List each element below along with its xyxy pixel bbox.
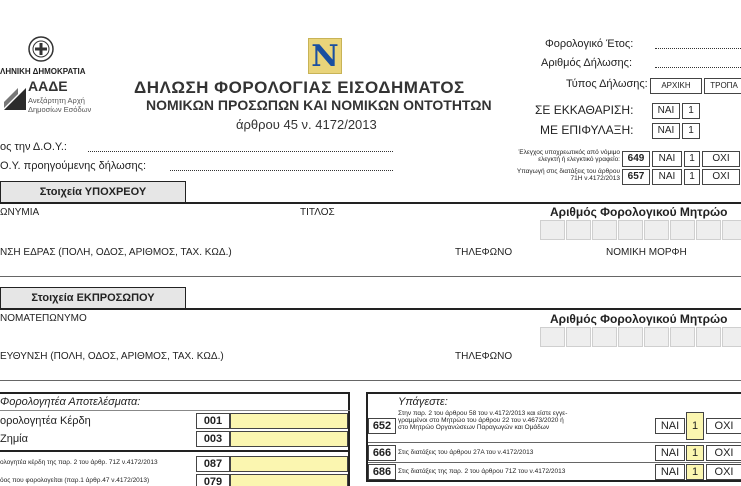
audit2-yes[interactable]: ΝΑΙ bbox=[652, 169, 682, 185]
subject-row-code: 666 bbox=[368, 445, 396, 461]
audit-note1b: ελεγκτή ή ελεγκτικό γραφείο: bbox=[538, 156, 620, 163]
subject-686-one: 1 bbox=[686, 464, 704, 480]
audit1-no[interactable]: ΟΧΙ bbox=[702, 151, 740, 167]
subject-row-text: Στην παρ. 2 του άρθρου 58 του ν.4172/2013 και είστε εγγε- bbox=[398, 410, 568, 417]
result-row-label: ορολογητέα Κέρδη bbox=[0, 415, 91, 427]
doy-label: ος την Δ.Ο.Υ.: bbox=[0, 141, 67, 153]
obligor-legal-form-label: ΝΟΜΙΚΗ ΜΟΡΦΗ bbox=[606, 247, 687, 258]
aade-logo-icon bbox=[4, 80, 26, 110]
loss-input[interactable] bbox=[230, 431, 348, 447]
obligor-name-label: ΩΝΥΜΙΑ bbox=[0, 207, 40, 218]
aade-name: ΑΑΔΕ bbox=[28, 78, 68, 94]
result-row-code: 003 bbox=[196, 431, 230, 447]
section-representative-title: Στοιχεία ΕΚΠΡΟΣΩΠΟΥ bbox=[0, 287, 186, 309]
obligor-afm-label: Αριθμός Φορολογικού Μητρώο bbox=[550, 205, 728, 219]
greek-emblem-icon bbox=[28, 36, 54, 62]
result-row-code: 087 bbox=[196, 456, 230, 472]
subject-row-text: Στις διατάξεις του άρθρου 27Α του ν.4172/2013 bbox=[398, 449, 534, 456]
subject-666-no[interactable]: ΟΧΙ bbox=[706, 445, 741, 461]
results-title: Φορολογητέα Αποτελέσματα: bbox=[0, 396, 141, 408]
subject-row-code: 686 bbox=[368, 464, 396, 480]
subject-652-no[interactable]: ΟΧΙ bbox=[706, 418, 741, 434]
form-article: άρθρου 45 ν. 4172/2013 bbox=[236, 117, 377, 132]
code-649: 649 bbox=[622, 151, 650, 167]
subject-title: Υπάγεστε: bbox=[398, 396, 448, 408]
rep-address-label: ΕΥΘΥΝΣΗ (ΠΟΛΗ, ΟΔΟΣ, ΑΡΙΘΜΟΣ, ΤΑΧ. ΚΩΔ.) bbox=[0, 351, 224, 362]
liquidation-one: 1 bbox=[682, 103, 700, 119]
republic-label: ΛΗΝΙΚΗ ΔΗΜΟΚΡΑΤΙΑ bbox=[0, 67, 86, 76]
audit2-no[interactable]: ΟΧΙ bbox=[702, 169, 740, 185]
subject-686-no[interactable]: ΟΧΙ bbox=[706, 464, 741, 480]
audit-note2b: 71Η ν.4172/2013 bbox=[570, 175, 620, 182]
rep-phone-label: ΤΗΛΕΦΩΝΟ bbox=[455, 351, 513, 362]
audit1-yes[interactable]: ΝΑΙ bbox=[652, 151, 682, 167]
prev-doy-label: Ο.Υ. προηγούμενης δήλωσης: bbox=[0, 160, 147, 172]
decl-type-amend[interactable]: ΤΡΟΠΑ bbox=[704, 78, 741, 94]
tax-year-label: Φορολογικό Έτος: bbox=[545, 38, 634, 50]
reservation-one: 1 bbox=[682, 123, 700, 139]
subject-686-yes[interactable]: ΝΑΙ bbox=[655, 464, 685, 480]
subject-666-yes[interactable]: ΝΑΙ bbox=[655, 445, 685, 461]
subject-666-one: 1 bbox=[686, 445, 704, 461]
obligor-address-label: ΝΣΗ ΕΔΡΑΣ (ΠΟΛΗ, ΟΔΟΣ, ΑΡΙΘΜΟΣ, ΤΑΧ. ΚΩΔ.) bbox=[0, 247, 232, 258]
aade-sub1: Ανεξάρτητη Αρχή bbox=[28, 96, 85, 105]
audit-note2a: Υπαγωγή στις διατάξεις του άρθρου bbox=[516, 168, 620, 175]
section-obligor-title: Στοιχεία ΥΠΟΧΡΕΟΥ bbox=[0, 181, 186, 203]
subject-row-text: στο Μητρώο Οργανώσεων Παραγωγών και Ομάδων bbox=[398, 424, 550, 431]
liquidation-yes[interactable]: ΝΑΙ bbox=[652, 103, 680, 119]
income-47-input[interactable] bbox=[230, 474, 348, 486]
subject-row-text: Στις διατάξεις της παρ. 2 του άρθρου 71Ζ του ν.4172/2013 bbox=[398, 468, 566, 475]
subject-652-one: 1 bbox=[686, 412, 704, 440]
form-logo-icon: N bbox=[308, 38, 342, 74]
profit-input[interactable] bbox=[230, 413, 348, 429]
subject-652-yes[interactable]: ΝΑΙ bbox=[655, 418, 685, 434]
liquidation-label: ΣΕ ΕΚΚΑΘΑΡΙΣΗ: bbox=[535, 103, 634, 117]
audit2-one: 1 bbox=[684, 169, 700, 185]
result-row-code: 079 bbox=[196, 474, 230, 486]
decl-type-label: Τύπος Δήλωσης: bbox=[566, 78, 648, 90]
result-row-code: 001 bbox=[196, 413, 230, 429]
audit1-one: 1 bbox=[684, 151, 700, 167]
audit-note1a: Έλεγχος υποχρεωτικός από νόμιμο bbox=[518, 149, 620, 156]
form-title: ΔΗΛΩΣΗ ΦΟΡΟΛΟΓΙΑΣ ΕΙΣΟΔΗΜΑΤΟΣ bbox=[134, 78, 465, 97]
decl-type-initial[interactable]: ΑΡΧΙΚΗ bbox=[650, 78, 702, 94]
obligor-phone-label: ΤΗΛΕΦΩΝΟ bbox=[455, 247, 513, 258]
result-row-label: όος που φορολογείται (παρ.1 άρθρ.47 ν.4172/2013) bbox=[0, 477, 150, 484]
reservation-yes[interactable]: ΝΑΙ bbox=[652, 123, 680, 139]
result-row-label: ολογητέα κέρδη της παρ. 2 του άρθρ. 71Ζ ν.4172/2013 bbox=[0, 459, 158, 466]
subject-row-text: γραμμένοι στο Μητρώο του άρθρου 22 του ν.4673/2020 ή bbox=[398, 417, 564, 424]
rep-name-label: ΝΟΜΑΤΕΠΩΝΥΜΟ bbox=[0, 313, 87, 324]
obligor-title-label: ΤΙΤΛΟΣ bbox=[300, 207, 335, 218]
rep-afm-label: Αριθμός Φορολογικού Μητρώο bbox=[550, 312, 728, 326]
form-subtitle: ΝΟΜΙΚΩΝ ΠΡΟΣΩΠΩΝ ΚΑΙ ΝΟΜΙΚΩΝ ΟΝΤΟΤΗΤΩΝ bbox=[146, 97, 492, 113]
profit-71z-input[interactable] bbox=[230, 456, 348, 472]
aade-sub2: Δημοσίων Εσόδων bbox=[28, 105, 92, 114]
code-657: 657 bbox=[622, 169, 650, 185]
result-row-label: Ζημία bbox=[0, 433, 28, 445]
reservation-label: ΜΕ ΕΠΙΦΥΛΑΞΗ: bbox=[540, 123, 634, 137]
decl-number-label: Αριθμός Δήλωσης: bbox=[541, 57, 633, 69]
subject-row-code: 652 bbox=[368, 418, 396, 434]
